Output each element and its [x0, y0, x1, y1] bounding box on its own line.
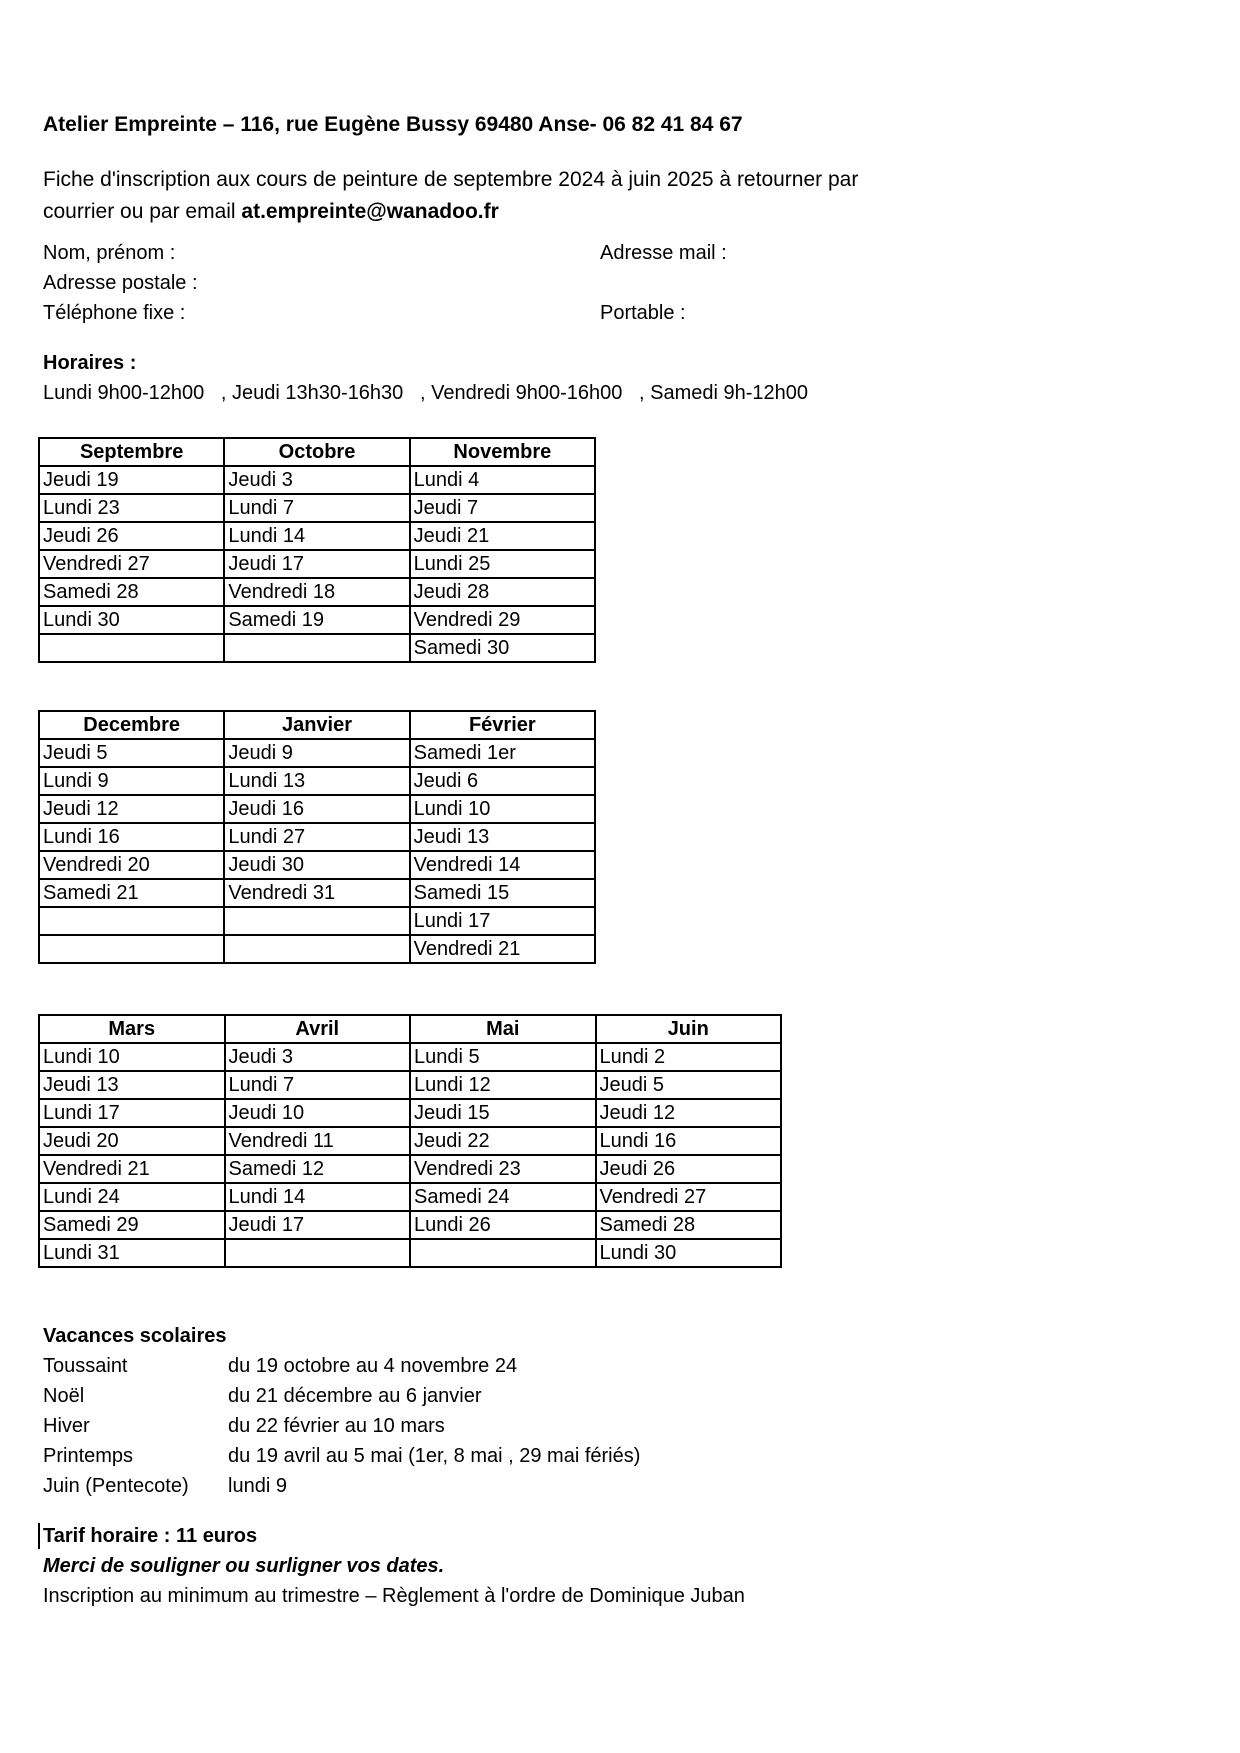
date-cell: Jeudi 10	[225, 1099, 411, 1127]
date-cell: Jeudi 5	[39, 739, 224, 767]
table-row	[39, 795, 595, 823]
month-header: Juin	[596, 1015, 782, 1043]
month-header: Octobre	[224, 438, 409, 466]
holiday-dates: du 21 décembre au 6 janvier	[228, 1385, 482, 1407]
table-row	[39, 935, 595, 963]
schedule-title: Horaires :	[43, 352, 137, 374]
table-header-row	[39, 438, 595, 466]
date-cell: Jeudi 13	[39, 1071, 225, 1099]
date-cell: Lundi 27	[224, 823, 409, 851]
date-cell: Lundi 12	[410, 1071, 596, 1099]
table-header-row	[39, 1015, 781, 1043]
holiday-dates: lundi 9	[228, 1475, 287, 1497]
date-cell: Samedi 29	[39, 1211, 225, 1239]
date-cell	[225, 1239, 411, 1267]
date-cell: Samedi 12	[225, 1155, 411, 1183]
date-cell: Lundi 9	[39, 767, 224, 795]
date-cell: Lundi 14	[225, 1183, 411, 1211]
table-row	[39, 578, 595, 606]
date-cell: Lundi 2	[596, 1043, 782, 1071]
date-cell: Lundi 4	[410, 466, 595, 494]
date-cell	[410, 1239, 596, 1267]
email-field-label: Adresse mail :	[600, 242, 727, 264]
month-header: Decembre	[39, 711, 224, 739]
calendar-table-winter	[38, 710, 596, 964]
date-cell: Jeudi 13	[410, 823, 595, 851]
date-cell: Jeudi 3	[224, 466, 409, 494]
month-header: Mai	[410, 1015, 596, 1043]
table-row	[39, 1071, 781, 1099]
table-row	[39, 851, 595, 879]
date-cell: Jeudi 28	[410, 578, 595, 606]
table-row	[39, 1183, 781, 1211]
table-header-row	[39, 711, 595, 739]
phone-field-label: Téléphone fixe :	[43, 302, 186, 324]
date-cell: Jeudi 15	[410, 1099, 596, 1127]
date-cell: Vendredi 21	[39, 1155, 225, 1183]
registration-note: Inscription au minimum au trimestre – Règlement à l'ordre de Dominique Juban	[43, 1585, 745, 1607]
contact-email-link[interactable]: at.empreinte@wanadoo.fr	[241, 200, 499, 223]
date-cell: Jeudi 16	[224, 795, 409, 823]
text-cursor	[38, 1523, 40, 1549]
table-row	[39, 1127, 781, 1155]
date-cell: Vendredi 11	[225, 1127, 411, 1155]
date-cell: Lundi 5	[410, 1043, 596, 1071]
holidays-title: Vacances scolaires	[43, 1325, 227, 1347]
hourly-rate: Tarif horaire : 11 euros	[43, 1525, 258, 1547]
table-row	[39, 879, 595, 907]
date-cell: Vendredi 14	[410, 851, 595, 879]
date-cell: Vendredi 23	[410, 1155, 596, 1183]
date-cell: Jeudi 26	[596, 1155, 782, 1183]
date-cell: Samedi 24	[410, 1183, 596, 1211]
intro-line-1: Fiche d'inscription aux cours de peinture de septembre 2024 à juin 2025 à retourner par	[43, 168, 859, 191]
table-row	[39, 1155, 781, 1183]
date-cell: Lundi 30	[596, 1239, 782, 1267]
month-header: Janvier	[224, 711, 409, 739]
date-cell: Lundi 7	[224, 494, 409, 522]
date-cell: Samedi 30	[410, 634, 595, 662]
holiday-dates: du 19 octobre au 4 novembre 24	[228, 1355, 518, 1377]
date-cell: Jeudi 3	[225, 1043, 411, 1071]
mobile-field-label: Portable :	[600, 302, 686, 324]
address-field-label: Adresse postale :	[43, 272, 198, 294]
date-cell: Jeudi 22	[410, 1127, 596, 1155]
date-cell: Lundi 16	[596, 1127, 782, 1155]
date-cell: Lundi 31	[39, 1239, 225, 1267]
date-cell: Samedi 28	[596, 1211, 782, 1239]
date-cell	[224, 634, 409, 662]
table-row	[39, 494, 595, 522]
date-cell: Jeudi 19	[39, 466, 224, 494]
table-row	[39, 1043, 781, 1071]
date-cell	[39, 935, 224, 963]
date-cell: Lundi 10	[410, 795, 595, 823]
date-cell: Lundi 17	[39, 1099, 225, 1127]
table-row	[39, 739, 595, 767]
date-cell: Vendredi 18	[224, 578, 409, 606]
instruction-text: Merci de souligner ou surligner vos dates.	[43, 1555, 445, 1577]
month-header: Février	[410, 711, 595, 739]
table-row	[39, 522, 595, 550]
date-cell: Vendredi 27	[39, 550, 224, 578]
table-row	[39, 823, 595, 851]
date-cell: Lundi 7	[225, 1071, 411, 1099]
date-cell: Samedi 19	[224, 606, 409, 634]
date-cell: Lundi 26	[410, 1211, 596, 1239]
name-field-label: Nom, prénom :	[43, 242, 176, 264]
date-cell: Jeudi 17	[225, 1211, 411, 1239]
table-row	[39, 907, 595, 935]
date-cell: Vendredi 31	[224, 879, 409, 907]
table-row	[39, 634, 595, 662]
date-cell	[39, 907, 224, 935]
date-cell: Lundi 16	[39, 823, 224, 851]
table-row	[39, 606, 595, 634]
holiday-name: Noël	[43, 1385, 85, 1407]
holiday-name: Printemps	[43, 1445, 134, 1467]
date-cell: Jeudi 7	[410, 494, 595, 522]
date-cell: Jeudi 17	[224, 550, 409, 578]
date-cell: Jeudi 21	[410, 522, 595, 550]
date-cell: Vendredi 20	[39, 851, 224, 879]
month-header: Novembre	[410, 438, 595, 466]
date-cell	[39, 634, 224, 662]
date-cell: Lundi 30	[39, 606, 224, 634]
table-row	[39, 466, 595, 494]
date-cell: Vendredi 29	[410, 606, 595, 634]
holiday-dates: du 22 février au 10 mars	[228, 1415, 445, 1437]
holiday-dates: du 19 avril au 5 mai (1er, 8 mai , 29 mai fériés)	[228, 1445, 641, 1467]
schedule-text: Lundi 9h00-12h00 , Jeudi 13h30-16h30 , Vendredi 9h00-16h00 , Samedi 9h-12h00	[43, 382, 809, 404]
holiday-name: Hiver	[43, 1415, 90, 1437]
table-row	[39, 550, 595, 578]
date-cell: Jeudi 20	[39, 1127, 225, 1155]
date-cell: Samedi 1er	[410, 739, 595, 767]
date-cell	[224, 935, 409, 963]
table-row	[39, 1239, 781, 1267]
date-cell: Lundi 14	[224, 522, 409, 550]
date-cell: Vendredi 27	[596, 1183, 782, 1211]
date-cell: Samedi 28	[39, 578, 224, 606]
date-cell: Samedi 15	[410, 879, 595, 907]
document-title: Atelier Empreinte – 116, rue Eugène Bussy 69480 Anse- 06 82 41 84 67	[43, 113, 743, 136]
date-cell: Lundi 25	[410, 550, 595, 578]
date-cell: Jeudi 6	[410, 767, 595, 795]
date-cell: Lundi 10	[39, 1043, 225, 1071]
date-cell: Jeudi 30	[224, 851, 409, 879]
date-cell: Vendredi 21	[410, 935, 595, 963]
date-cell: Lundi 17	[410, 907, 595, 935]
date-cell: Jeudi 5	[596, 1071, 782, 1099]
date-cell: Lundi 23	[39, 494, 224, 522]
date-cell: Jeudi 12	[596, 1099, 782, 1127]
date-cell	[224, 907, 409, 935]
holiday-name: Toussaint	[43, 1355, 128, 1377]
intro-prefix: courrier ou par email	[43, 200, 242, 223]
date-cell: Jeudi 26	[39, 522, 224, 550]
date-cell: Lundi 24	[39, 1183, 225, 1211]
date-cell: Samedi 21	[39, 879, 224, 907]
table-row	[39, 1211, 781, 1239]
intro-line-2	[43, 196, 499, 228]
month-header: Mars	[39, 1015, 225, 1043]
month-header: Avril	[225, 1015, 411, 1043]
holiday-name: Juin (Pentecote)	[43, 1475, 189, 1497]
calendar-table-autumn	[38, 437, 596, 663]
date-cell: Jeudi 12	[39, 795, 224, 823]
date-cell: Jeudi 9	[224, 739, 409, 767]
table-row	[39, 1099, 781, 1127]
calendar-table-spring	[38, 1014, 782, 1268]
date-cell: Lundi 13	[224, 767, 409, 795]
table-row	[39, 767, 595, 795]
month-header: Septembre	[39, 438, 224, 466]
